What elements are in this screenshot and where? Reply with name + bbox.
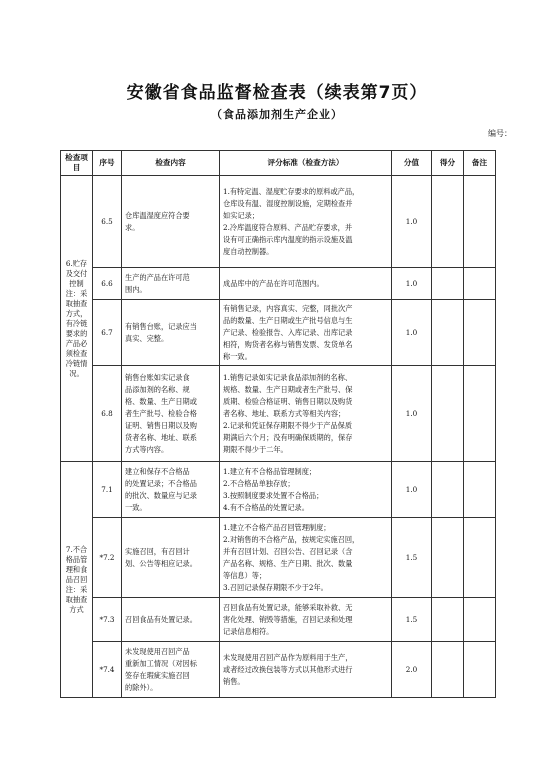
row-score: 1.5: [392, 598, 432, 642]
row-score: 1.0: [392, 300, 432, 366]
table-row: [61, 268, 496, 300]
header-remark: 备注: [464, 151, 496, 176]
row-remark: [464, 518, 496, 598]
row-criteria: 召回食品有处置记录，能够采取补救、无 害化处理、销毁等措施，召回记录和处理 记录信息相符。: [220, 598, 392, 642]
table-row: [61, 518, 496, 598]
row-content: 建立和保存不合格品 的处置记录；不合格品 的批次、数量应与记录 一致。: [122, 462, 220, 518]
row-content: 有销售台账，记录应当 真实、完整。: [122, 300, 220, 366]
row-score: 1.0: [392, 366, 432, 462]
row-remark: [464, 268, 496, 300]
row-criteria: 成品库中的产品在许可范围内。: [220, 268, 392, 300]
header-content: 检查内容: [122, 151, 220, 176]
row-seq: 6.8: [93, 366, 122, 462]
table-row: [61, 598, 496, 642]
table-header-row: [61, 151, 496, 176]
table-row: [61, 366, 496, 462]
header-score: 分值: [392, 151, 432, 176]
row-criteria: 1.销售记录如实记录食品添加剂的名称、 规格、数量、生产日期或者生产批号、保 质期、检验合格证明、销售日期以及购货 者名称、地址、联系方式等相关内容； 2.记录和凭证保存期限不得少于产品保质 期满后六个月；没有明确保质期的，保存 期限不得少于二年。: [220, 366, 392, 462]
row-content: 仓库温湿度应符合要 求。: [122, 176, 220, 268]
row-content: 召回食品有处置记录。: [122, 598, 220, 642]
row-content: 未发现使用召回产品 重新加工情况（对因标 签存在瑕疵实施召回 的除外）。: [122, 642, 220, 698]
row-score: 1.0: [392, 176, 432, 268]
row-got: [432, 268, 464, 300]
row-content: 实施召回，有召回计 划、公告等相应记录。: [122, 518, 220, 598]
header-criteria: 评分标准（检查方法）: [220, 151, 392, 176]
row-seq: 7.1: [93, 462, 122, 518]
row-content: 销售台账如实记录食 品添加剂的名称、规 格、数量、生产日期或 者生产批号、检验合格 证明、销售日期以及购 货者名称、地址、联系 方式等内容。: [122, 366, 220, 462]
header-got: 得分: [432, 151, 464, 176]
row-got: [432, 518, 464, 598]
table-row: [61, 642, 496, 698]
row-remark: [464, 176, 496, 268]
table-row: [61, 462, 496, 518]
row-criteria: 1.建立不合格产品召回管理制度； 2.对销售的不合格产品，按规定实施召回， 并有召回计划、召回公告、召回记录（含 产品名称、规格、生产日期、批次、数量 等信息）等； 3.召回记录保存期限不少于2年。: [220, 518, 392, 598]
row-score: 1.0: [392, 268, 432, 300]
row-seq: *7.2: [93, 518, 122, 598]
number-label: 编号：: [488, 129, 512, 138]
row-seq: 6.5: [93, 176, 122, 268]
row-score: 1.5: [392, 518, 432, 598]
row-got: [432, 642, 464, 698]
header-seq: 序号: [93, 151, 122, 176]
row-criteria: 1.建立有不合格品管理制度； 2.不合格品单独存放； 3.按照制度要求处置不合格品； 4.有不合格品的处置记录。: [220, 462, 392, 518]
row-got: [432, 598, 464, 642]
check-item-7: 7.不合格品管理和食品召回注：采取抽查方式: [61, 462, 93, 698]
row-remark: [464, 642, 496, 698]
row-got: [432, 462, 464, 518]
row-seq: *7.4: [93, 642, 122, 698]
row-criteria: 有销售记录，内容真实、完整，同批次产 品的数量、生产日期或生产批号信息与生 产记录、检验报告、入库记录、出库记录 相符，购货者名称与销售发票、发货单名 称一致。: [220, 300, 392, 366]
row-remark: [464, 598, 496, 642]
row-got: [432, 366, 464, 462]
row-content: 生产的产品在许可范 围内。: [122, 268, 220, 300]
row-criteria: 未发现使用召回产品作为原料用于生产， 或者经过改换包装等方式以其他形式进行 销售。: [220, 642, 392, 698]
document-title: 安徽省食品监督检查表（续表第7页）: [126, 83, 428, 103]
row-seq: *7.3: [93, 598, 122, 642]
header-item: 检查项目: [61, 151, 93, 176]
table-row: [61, 176, 496, 268]
document-subtitle: （食品添加剂生产企业）: [211, 108, 343, 121]
row-seq: 6.7: [93, 300, 122, 366]
check-item-6: 6.贮存及交付控制注：采取抽查方式，有冷链要求的产品必须检查冷链情况。: [61, 176, 93, 462]
row-score: 1.0: [392, 462, 432, 518]
row-got: [432, 300, 464, 366]
row-remark: [464, 462, 496, 518]
row-remark: [464, 366, 496, 462]
inspection-table: [60, 150, 496, 698]
row-remark: [464, 300, 496, 366]
row-score: 2.0: [392, 642, 432, 698]
row-got: [432, 176, 464, 268]
row-criteria: 1.有特定温、湿度贮存要求的原料或产品， 仓库设有温、湿度控制设施，定期检查并 如实记录； 2.冷库温度符合原料、产品贮存要求，并 设有可正确指示库内温度的指示设施及温 度自动控制器。: [220, 176, 392, 268]
table-row: [61, 300, 496, 366]
row-seq: 6.6: [93, 268, 122, 300]
